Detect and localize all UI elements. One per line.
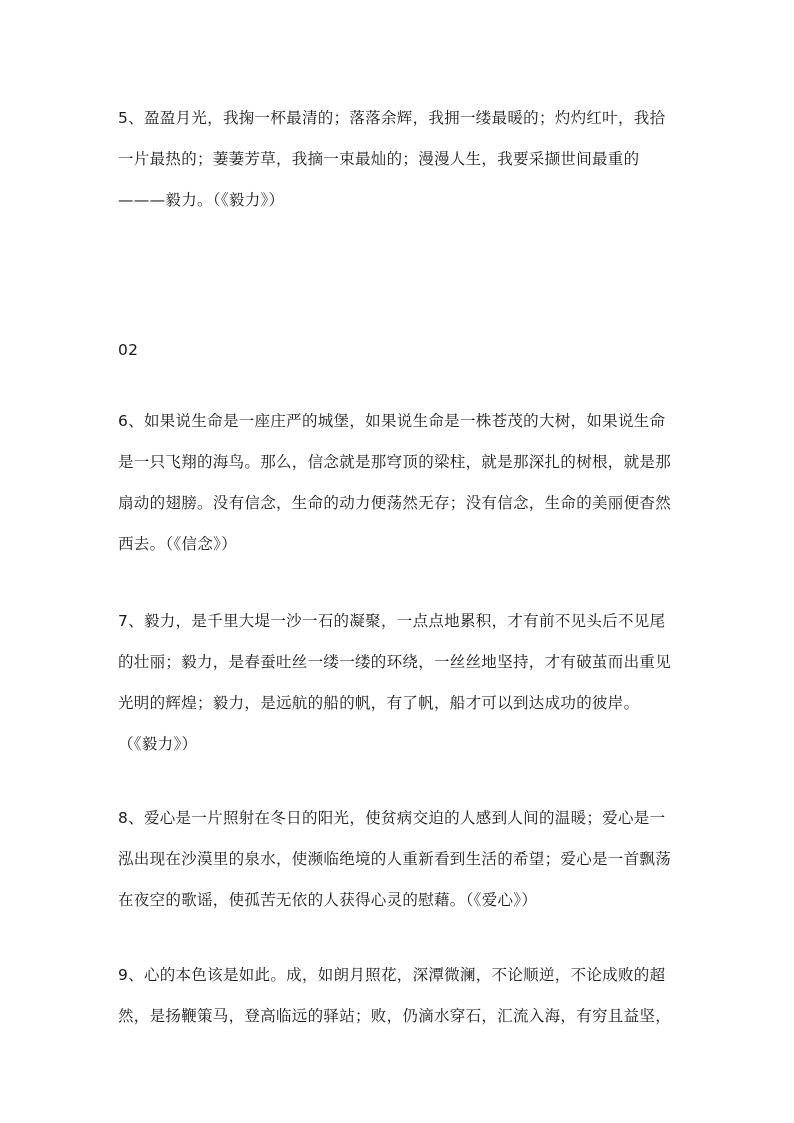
- text-line: 5、盈盈月光，我掬一杯最清的；落落余辉，我拥一缕最暖的；灼灼红叶，我拾: [118, 109, 666, 127]
- text-line: （《毅力》）: [118, 735, 198, 753]
- text-line: 西去。（《信念》）: [118, 535, 237, 553]
- text-line: 8、爱心是一片照射在冬日的阳光，使贫病交迫的人感到人间的温暖；爱心是一: [118, 809, 666, 827]
- text-line: 9、心的本色该是如此。成，如朗月照花，深潭微澜，不论顺逆，不论成败的超: [118, 966, 666, 984]
- text-line: 6、如果说生命是一座庄严的城堡，如果说生命是一株苍茂的大树，如果说生命: [118, 412, 666, 430]
- section-number-text: 02: [118, 341, 139, 359]
- text-line: ———毅力。（《毅力》）: [118, 191, 285, 209]
- text-line: 是一只飞翔的海鸟。那么，信念就是那穹顶的梁柱，就是那深扎的树根，就是那: [118, 453, 672, 471]
- text-line: 在夜空的歌谣，使孤苦无依的人获得心灵的慰藉。（《爱心》）: [118, 891, 538, 909]
- text-line: 然，是扬鞭策马，登高临远的驿站；败，仍滴水穿石，汇流入海，有穷且益坚，: [118, 1007, 672, 1025]
- text-line: 光明的辉煌；毅力，是远航的船的帆，有了帆，船才可以到达成功的彼岸。: [118, 694, 640, 712]
- text-line: 7、毅力，是千里大堤一沙一石的凝聚，一点点地累积，才有前不见头后不见尾: [118, 612, 666, 630]
- text-line: 扇动的翅膀。没有信念，生命的动力便荡然无存；没有信念，生命的美丽便杳然: [118, 494, 672, 512]
- text-line: 泓出现在沙漠里的泉水，使濒临绝境的人重新看到生活的希望；爱心是一首飘荡: [118, 850, 672, 868]
- text-line: 的壮丽；毅力，是春蚕吐丝一缕一缕的环绕，一丝丝地坚持，才有破茧而出重见: [118, 653, 672, 671]
- text-line: 一片最热的；萋萋芳草，我摘一束最灿的；漫漫人生，我要采撷世间最重的: [118, 150, 640, 168]
